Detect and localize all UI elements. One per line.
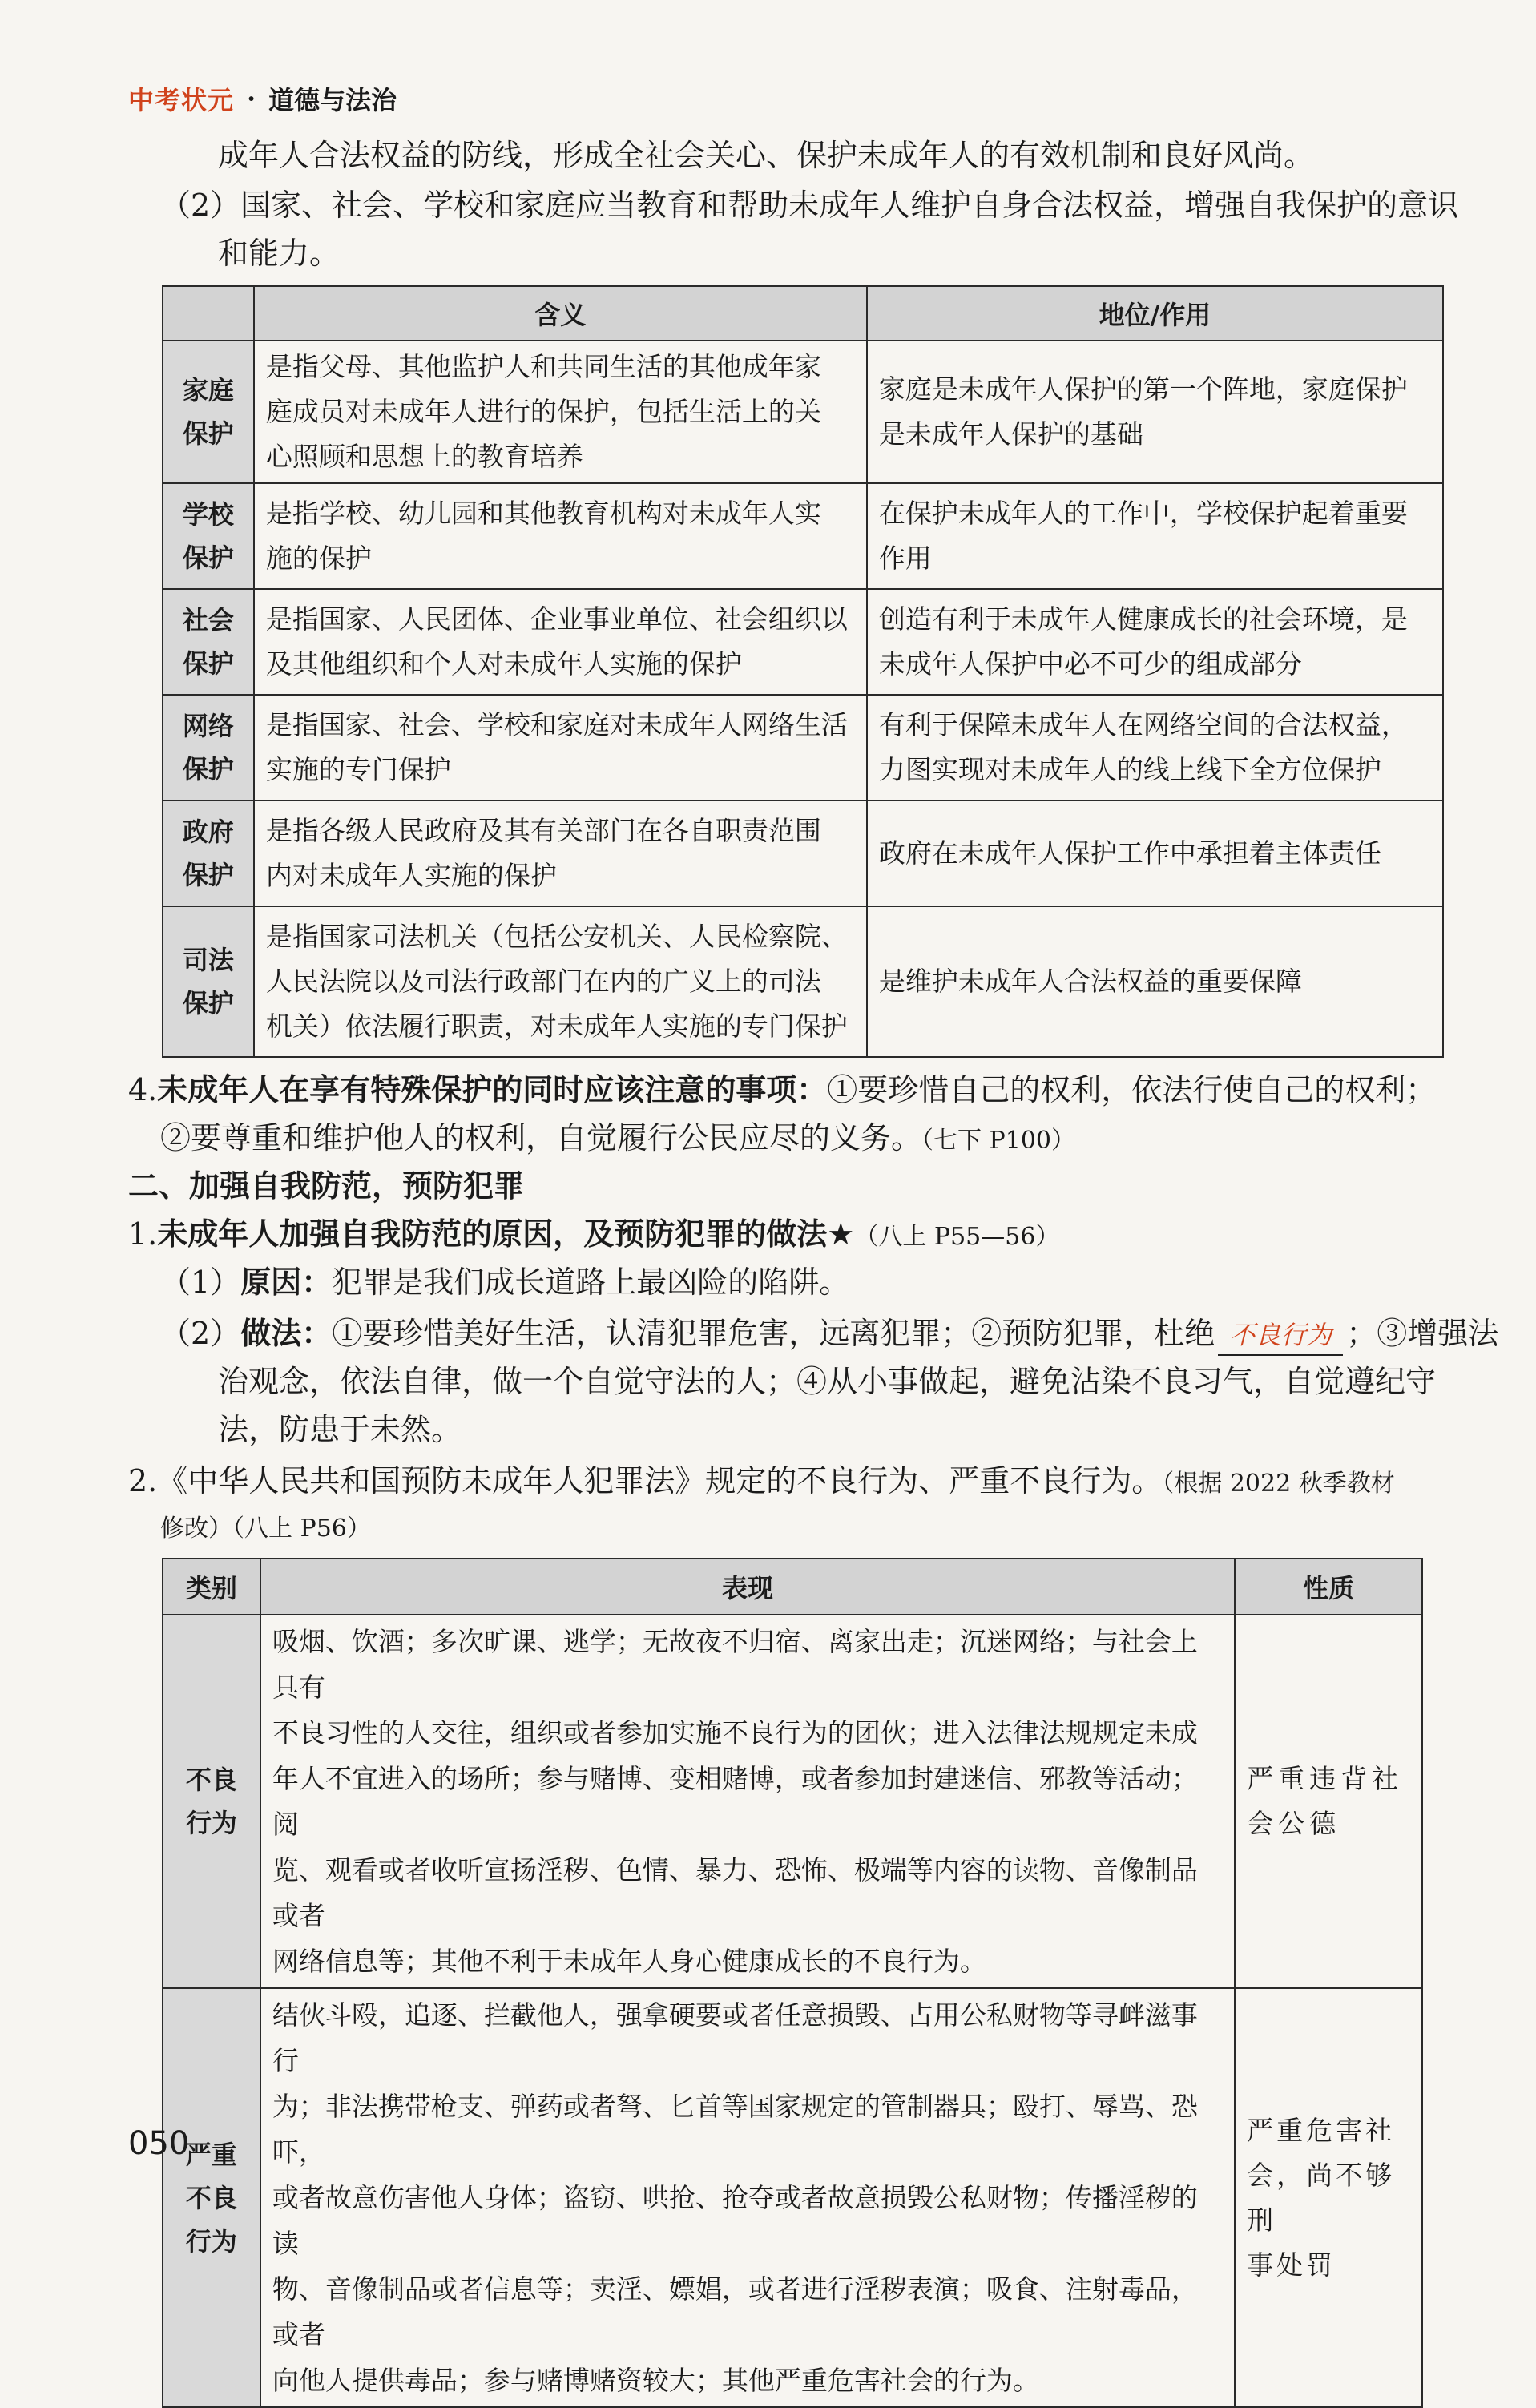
top-line-2: （2）国家、社会、学校和家庭应当教育和帮助未成年人维护自身合法权益，增强自我保护的意识 bbox=[160, 188, 1459, 223]
row-label: 网络 保护 bbox=[163, 695, 254, 801]
table1-row-network bbox=[163, 695, 1443, 801]
row-meaning: 是指国家司法机关（包括公安机关、人民检察院、 人民法院以及司法行政部门在内的广义上的司法 机关）依法履行职责，对未成年人实施的专门保护 bbox=[254, 906, 867, 1057]
row-role: 有利于保障未成年人在网络空间的合法权益， 力图实现对未成年人的线上线下全方位保护 bbox=[867, 695, 1443, 801]
sec4-line-1: 4.未成年人在享有特殊保护的同时应该注意的事项：①要珍惜自己的权利，依法行使自己的权利； bbox=[128, 1072, 1437, 1107]
table2-header-category: 类别 bbox=[163, 1559, 260, 1615]
table2-row-bad-behavior bbox=[163, 1615, 1422, 1988]
behavior-table bbox=[162, 1558, 1423, 2408]
part2-title: 二、加强自我防范，预防犯罪 bbox=[128, 1168, 525, 1204]
sec4-line-2: ②要尊重和维护他人的权利，自觉履行公民应尽的义务。（七下 P100） bbox=[160, 1120, 1075, 1156]
row-description: 结伙斗殴，追逐、拦截他人，强拿硬要或者任意损毁、占用公私财物等寻衅滋事行 为；非法携带枪支、弹药或者弩、匕首等国家规定的管制器具；殴打、辱骂、恐吓， 或者故意伤害他人身体；盗窃、哄抢、抢夺或者故意损毁公私财物；传播淫秽的读 物、音像制品或者信息等；卖淫、嫖娼，或者进行淫秽表演；吸食、注射毒品，或者 向他人提供毒品；参与赌博赌资较大；其他严重危害社会的行为。 bbox=[260, 1988, 1235, 2407]
row-meaning: 是指父母、其他监护人和共同生活的其他成年家 庭成员对未成年人进行的保护，包括生活上的关 心照顾和思想上的教育培养 bbox=[254, 341, 867, 483]
row-role: 政府在未成年人保护工作中承担着主体责任 bbox=[867, 801, 1443, 906]
row-role: 创造有利于未成年人健康成长的社会环境，是 未成年人保护中必不可少的组成部分 bbox=[867, 589, 1443, 695]
brand-logo: 中考状元 bbox=[128, 85, 235, 115]
sec1-reason: （1）原因：犯罪是我们成长道路上最凶险的陷阱。 bbox=[160, 1265, 850, 1300]
row-meaning: 是指国家、人民团体、企业事业单位、社会组织以 及其他组织和个人对未成年人实施的保护 bbox=[254, 589, 867, 695]
handwritten-answer: 不良行为 bbox=[1229, 1320, 1332, 1350]
table2-header-nature: 性质 bbox=[1235, 1559, 1422, 1615]
row-label: 不良 行为 bbox=[163, 1615, 260, 1988]
page-number: 050 bbox=[128, 2125, 190, 2162]
row-label: 学校 保护 bbox=[163, 483, 254, 589]
row-nature: 严重违背社 会公德 bbox=[1235, 1615, 1422, 1988]
row-label: 政府 保护 bbox=[163, 801, 254, 906]
sec2-line-2: 修改）（八上 P56） bbox=[160, 1515, 371, 1543]
top-line-1: 成年人合法权益的防线，形成全社会关心、保护未成年人的有效机制和良好风尚。 bbox=[218, 138, 1315, 173]
table2-header-description: 表现 bbox=[260, 1559, 1235, 1615]
table2-row-serious-bad-behavior bbox=[163, 1988, 1422, 2407]
row-meaning: 是指各级人民政府及其有关部门在各自职责范围 内对未成年人实施的保护 bbox=[254, 801, 867, 906]
row-description: 吸烟、饮酒；多次旷课、逃学；无故夜不归宿、离家出走；沉迷网络；与社会上具有 不良习性的人交往，组织或者参加实施不良行为的团伙；进入法律法规规定未成 年人不宜进入的场所；参与赌博、变相赌博，或者参加封建迷信、邪教等活动；阅 览、观看或者收听宣扬淫秽、色情、暴力、恐怖、极端等内容的读物、音像制品或者 网络信息等；其他不利于未成年人身心健康成长的不良行为。 bbox=[260, 1615, 1235, 1988]
top-line-3: 和能力。 bbox=[218, 236, 341, 271]
row-role: 是维护未成年人合法权益的重要保障 bbox=[867, 906, 1443, 1057]
table1-row-school bbox=[163, 483, 1443, 589]
row-role: 家庭是未成年人保护的第一个阵地，家庭保护 是未成年人保护的基础 bbox=[867, 341, 1443, 483]
sec1-method-line-2: 治观念，依法自律，做一个自觉守法的人；④从小事做起，避免沾染不良习气，自觉遵纪守 bbox=[218, 1364, 1437, 1399]
table1-row-society bbox=[163, 589, 1443, 695]
row-label: 司法 保护 bbox=[163, 906, 254, 1057]
row-meaning: 是指国家、社会、学校和家庭对未成年人网络生活 实施的专门保护 bbox=[254, 695, 867, 801]
sec1-method-line-3: 法，防患于未然。 bbox=[218, 1412, 462, 1447]
row-meaning: 是指学校、幼儿园和其他教育机构对未成年人实 施的保护 bbox=[254, 483, 867, 589]
table1-header-meaning: 含义 bbox=[254, 286, 867, 341]
sec1-method-line-1: （2）做法：①要珍惜美好生活，认清犯罪危害，远离犯罪；②预防犯罪，杜绝 不良行为 ；③增强法 bbox=[160, 1314, 1498, 1356]
table1-row-family bbox=[163, 341, 1443, 483]
table1-row-judicial bbox=[163, 906, 1443, 1057]
table1-header-blank bbox=[163, 286, 254, 341]
row-label: 家庭 保护 bbox=[163, 341, 254, 483]
table1-header-role: 地位/作用 bbox=[867, 286, 1443, 341]
row-role: 在保护未成年人的工作中，学校保护起着重要 作用 bbox=[867, 483, 1443, 589]
subject-title: 道德与法治 bbox=[268, 85, 397, 115]
row-nature: 严重危害社 会，尚不够刑 事处罚 bbox=[1235, 1988, 1422, 2407]
table1-row-government bbox=[163, 801, 1443, 906]
page-header bbox=[128, 80, 397, 117]
row-label: 严重 不良 行为 bbox=[163, 1988, 260, 2407]
row-label: 社会 保护 bbox=[163, 589, 254, 695]
sec1-title: 1.未成年人加强自我防范的原因，及预防犯罪的做法★（八上 P55—56） bbox=[128, 1216, 1060, 1252]
protection-table bbox=[162, 285, 1444, 1058]
sec2-line-1: 2.《中华人民共和国预防未成年人犯罪法》规定的不良行为、严重不良行为。（根据 2022 秋季教材 bbox=[128, 1463, 1395, 1498]
header-dot: · bbox=[247, 83, 256, 114]
